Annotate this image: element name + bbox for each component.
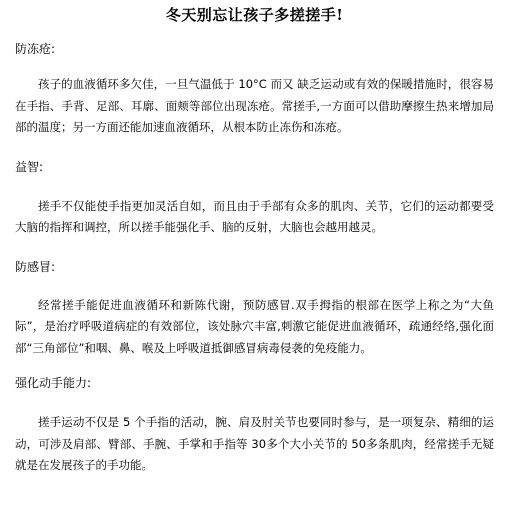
section-paragraph: 经常搓手能促进血液循环和新陈代谢，预防感冒.双手拇指的根部在医学上称之为“大鱼际”，是治疗呼吸道病症的有效部位，该处脉穴丰富,刺激它能促进血液循环，疏通经络,强化面部“三角部位”和咽、鼻、喉及上呼吸道抵御感冒病毒侵袭的免疫能力。 (15, 297, 494, 355)
section-brain-boost (15, 159, 494, 239)
section-heading: 强化动手能力: (15, 376, 92, 390)
section-heading: 益智: (15, 159, 44, 174)
section-heading: 防感冒: (15, 259, 56, 274)
section-paragraph: 搓手运动不仅是 5 个手指的活动，腕、肩及肘关节也要同时参与，是一项复杂、精细的运动，可涉及肩部、臂部、手腕、手掌和手指等 30多个大小关节的 50多条肌肉，经常搓手无疑就是在发展孩子的手功能。 (15, 415, 494, 472)
section-hand-skills (15, 375, 494, 477)
section-heading: 防冻疮: (15, 42, 56, 56)
section-paragraph: 搓手不仅能使手指更加灵活自如，而且由于手部有众多的肌肉、关节，它们的运动都要受大脑的指挥和调控，所以搓手能强化手、脑的反射，大脑也会越用越灵。 (15, 198, 494, 234)
article-title: 冬天别忘让孩子多搓搓手! (165, 6, 344, 24)
section-cold-prevention (15, 259, 494, 360)
section-frostbite-prevention (15, 41, 494, 139)
section-paragraph: 孩子的血液循环多欠佳，一旦气温低于 10°C 而又 缺乏运动或有效的保暖措施时，很容易在手指、手背、足部、耳廓、面颊等部位出现冻疮。常搓手,一方面可以借助摩擦生热来增加局部的温度；另一方面还能加速血液循环，从根本防止冻伤和冻疮。 (15, 77, 494, 134)
